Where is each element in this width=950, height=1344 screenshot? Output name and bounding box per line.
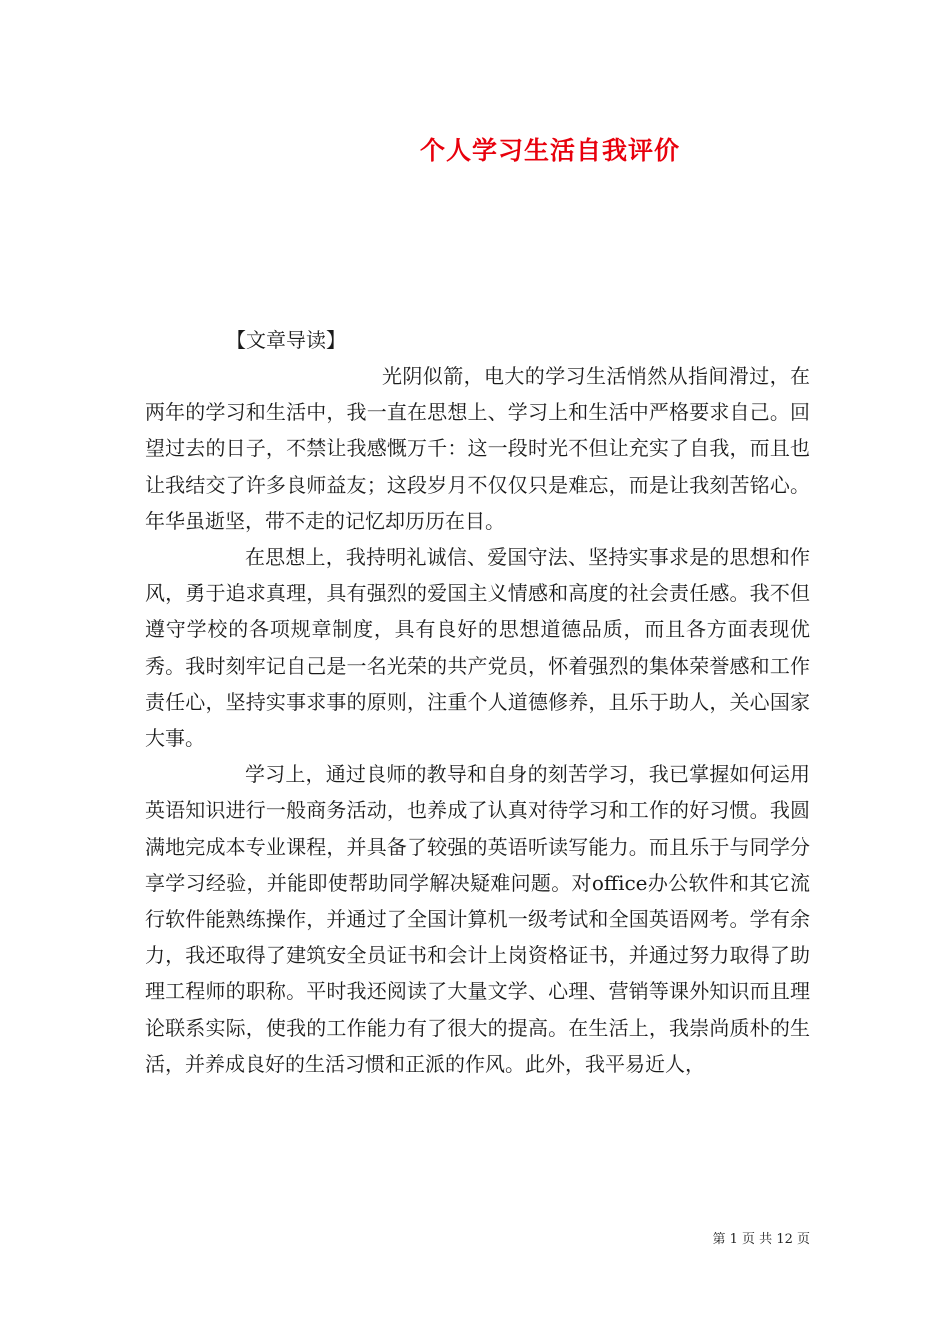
page-footer: 第 1 页 共 12 页: [712, 1232, 810, 1247]
paragraph-intro: 光阴似箭，电大的学习生活悄然从指间滑过，在两年的学习和生活中，我一直在思想上、学习上和生活中严格要求自己。回望过去的日子，不禁让我感慨万千：这一段时光不但让充实了自我，而且也让我结交了许多良师益友；这段岁月不仅仅只是难忘，而是让我刻苦铭心。年华虽逝坚，带不走的记忆却历历在目。: [145, 364, 810, 533]
document-title: 个人学习生活自我评价: [419, 136, 680, 165]
document-body: [145, 358, 810, 1082]
paragraph-study: 学习上，通过良师的教导和自身的刻苦学习，我已掌握如何运用英语知识进行一般商务活动，也养成了认真对待学习和工作的好习惯。我圆满地完成本专业课程，并具备了较强的英语听读写能力。而且乐于与同学分享学习经验，并能即使帮助同学解决疑难问题。对office办公软件和其它流行软件能熟练操作，并通过了全国计算机一级考试和全国英语网考。学有余力，我还取得了建筑安全员证书和会计上岗资格证书，并通过努力取得了助理工程师的职称。平时我还阅读了大量文学、心理、营销等课外知识而且理论联系实际，使我的工作能力有了很大的提高。在生活上，我崇尚质朴的生活，并养成良好的生活习惯和正派的作风。此外，我平易近人，: [145, 762, 810, 1076]
paragraph-thought: 在思想上，我持明礼诚信、爱国守法、坚持实事求是的思想和作风，勇于追求真理，具有强烈的爱国主义情感和高度的社会责任感。我不但遵守学校的各项规章制度，具有良好的思想道德品质，而且各方面表现优秀。我时刻牢记自己是一名光荣的共产党员，怀着强烈的集体荣誉感和工作责任心，坚持实事求事的原则，注重个人道德修养，且乐于助人，关心国家大事。: [145, 545, 810, 751]
article-guide-label: 【文章导读】: [226, 328, 346, 352]
